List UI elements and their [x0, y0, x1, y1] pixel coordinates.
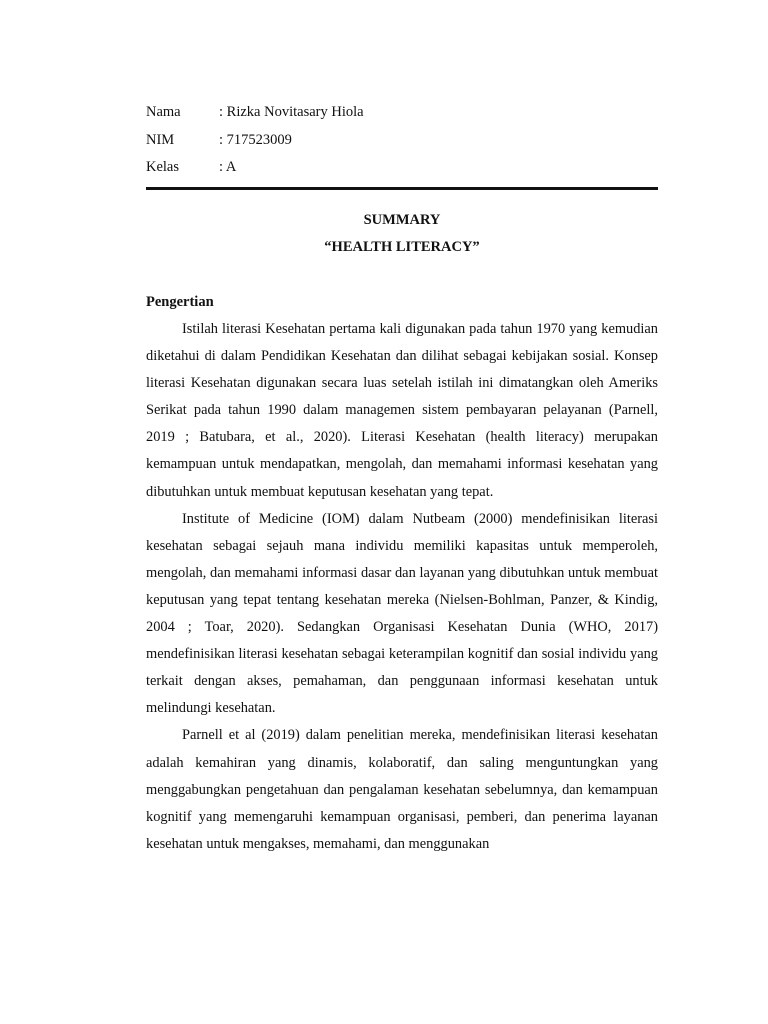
- class-value: : A: [219, 159, 237, 175]
- name-label: Nama: [146, 104, 181, 120]
- nim-label: NIM: [146, 131, 175, 148]
- document-title: SUMMARY: [363, 212, 441, 228]
- paragraph: Parnell et al (2019) dalam penelitian mereka, mendefinisikan literasi kesehatan adalah kemahiran yang dinamis, kolaboratif, dan saling menguntungkan yang menggabungkan pengetahuan dan pengalaman kesehatan sebelumnya, dan kemampuan kognitif yang memengaruhi kemampuan organisasi, pemberi, dan penerima layanan kesehatan untuk mengakses, memahami, dan menggunakan: [146, 727, 658, 852]
- paragraph: Istilah literasi Kesehatan pertama kali digunakan pada tahun 1970 yang kemudian diketahui di dalam Pendidikan Kesehatan dan dilihat sebagai kebijakan sosial. Konsep literasi Kesehatan digunakan secara luas setelah istilah ini dimatangkan oleh Ameriks Serikat pada tahun 1990 dalam managemen sistem pembayaran pelayanan (Parnell, 2019 ; Batubara, et al., 2020). Literasi Kesehatan (health literacy) merupakan kemampuan untuk mendapatkan, mengolah, dan memahami informasi kesehatan yang dibutuhkan untuk membuat keputusan kesehatan yang tepat.: [146, 321, 658, 500]
- nim-value: : 717523009: [219, 131, 292, 148]
- name-row: [146, 101, 364, 129]
- class-label: Kelas: [146, 159, 180, 175]
- section-body: [146, 316, 658, 858]
- header-divider: [146, 187, 658, 190]
- document-subtitle: “HEALTH LITERACY”: [324, 239, 480, 255]
- class-row: [146, 156, 364, 184]
- paragraph: Institute of Medicine (IOM) dalam Nutbeam (2000) mendefinisikan literasi kesehatan sebagai sejauh mana individu memiliki kapasitas untuk memperoleh, mengolah, dan memahami informasi dasar dan layanan yang dibutuhkan untuk membuat keputusan yang tepat tentang kesehatan mereka (Nielsen-Bohlman, Panzer, & Kindig, 2004 ; Toar, 2020). Sedangkan Organisasi Kesehatan Dunia (WHO, 2017) mendefinisikan literasi kesehatan sebagai keterampilan kognitif dan sosial individu yang terkait dengan akses, pemahaman, dan penggunaan informasi kesehatan untuk melindungi kesehatan.: [146, 510, 658, 717]
- student-info: [146, 101, 364, 184]
- name-value: : Rizka Novitasary Hiola: [219, 104, 364, 120]
- section-heading: Pengertian: [146, 294, 214, 310]
- nim-row: [146, 129, 364, 157]
